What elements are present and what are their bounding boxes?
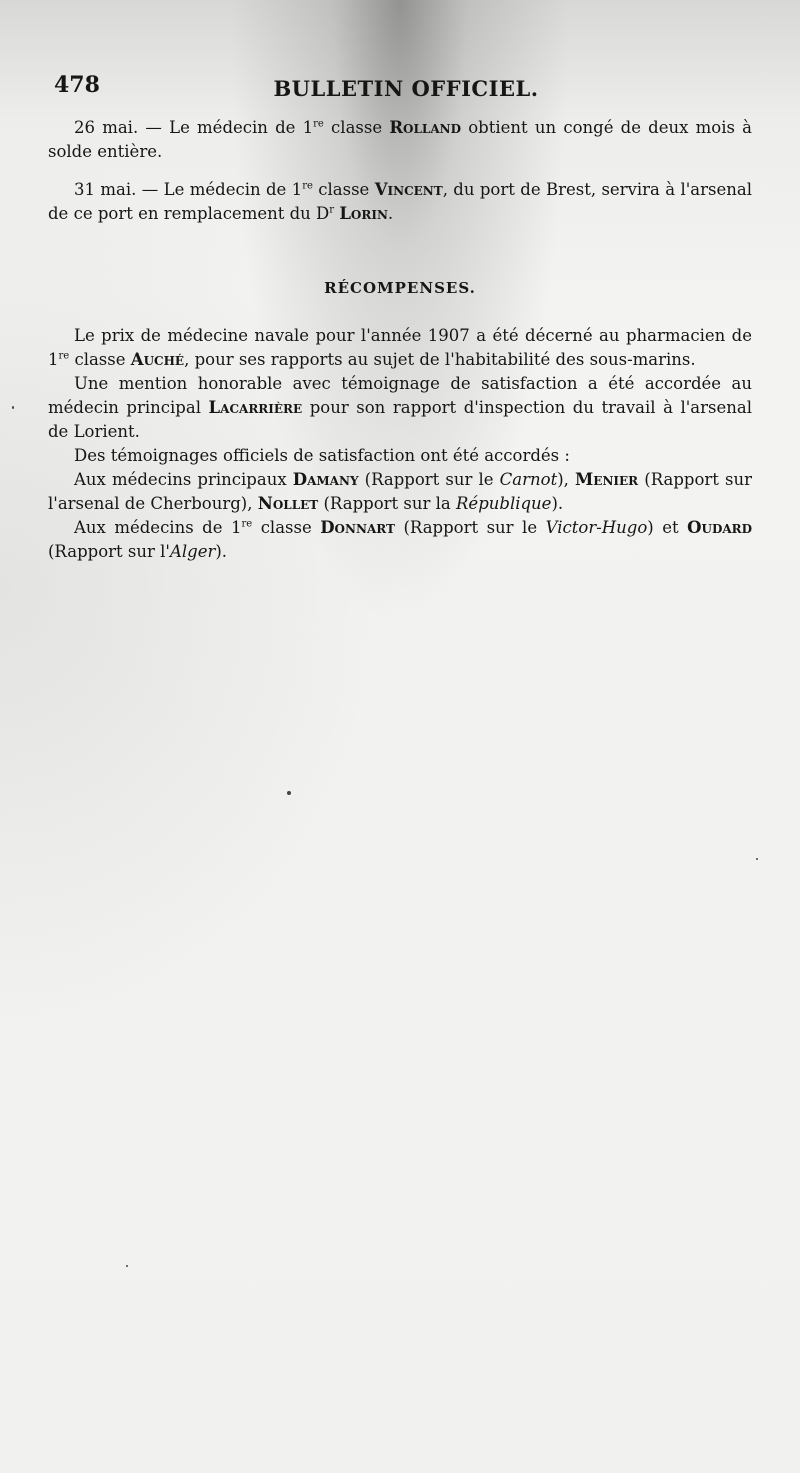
entry-text: obtient un congé de deux mois à solde entière.	[48, 118, 752, 161]
person-name: Nollet	[257, 494, 319, 513]
recompenses-paragraph-4	[48, 468, 752, 516]
ordinal-superscript: re	[241, 518, 253, 530]
ink-speck	[12, 406, 14, 409]
entry-date: 31 mai. —	[74, 180, 159, 199]
person-name: Vincent	[374, 180, 443, 199]
paragraph-text: (Rapport sur la	[323, 494, 451, 513]
recompenses-paragraph-3: Des témoignages officiels de satisfaction ont été accordés :	[74, 446, 570, 465]
entry-text: Le médecin de 1	[169, 118, 314, 137]
ink-speck	[287, 791, 291, 795]
page-body	[48, 116, 752, 564]
paragraph-text: Une mention honorable avec témoignage de satisfaction a été accordée au médecin principal	[48, 374, 752, 417]
ordinal-superscript: re	[58, 350, 70, 362]
paragraph-text: pour son rapport d'inspection du travail à l'arsenal de Lorient.	[48, 398, 753, 441]
page-number: 478	[54, 72, 100, 98]
recompenses-paragraph-1	[48, 324, 752, 372]
person-name: Lorin	[339, 204, 388, 223]
title-superscript: r	[329, 204, 335, 216]
paragraph-text: (Rapport sur l'arsenal de Cherbourg),	[48, 470, 753, 513]
paragraph-text: Aux médecins de 1	[74, 518, 242, 537]
paragraph-text: (Rapport sur le	[364, 470, 494, 489]
person-name: Rolland	[389, 118, 462, 137]
recompenses-paragraph-2	[48, 372, 752, 444]
ordinal-superscript: re	[313, 118, 324, 130]
section-title-recompenses: RÉCOMPENSES.	[324, 279, 476, 297]
paragraph-text: Aux médecins principaux	[74, 470, 287, 489]
paragraph-text: (Rapport sur l'	[48, 542, 170, 561]
entry-date: 26 mai. —	[74, 118, 162, 137]
paragraph-text: ).	[551, 494, 564, 513]
entry-text: classe	[331, 118, 383, 137]
ink-speck	[756, 858, 758, 860]
paragraph-text: Le prix de médecine navale pour l'année 1907 a été décerné au pharmacien de 1	[48, 326, 752, 369]
paragraph-text: ).	[215, 542, 228, 561]
ship-name: Alger	[169, 542, 216, 561]
paragraph-text: (Rapport sur le	[403, 518, 538, 537]
ink-speck	[126, 1265, 128, 1267]
paragraph-text: , pour ses rapports au sujet de l'habitabilité des sous-marins.	[184, 350, 696, 369]
entry-text: , du port de Brest, servira à l'arsenal de ce port en remplacement du D	[48, 180, 752, 223]
person-name: Donnart	[320, 518, 395, 537]
paragraph-text: ),	[557, 470, 569, 489]
running-title: BULLETIN OFFICIEL.	[273, 76, 539, 101]
page-header	[54, 72, 758, 106]
recompenses-paragraph-5	[48, 516, 752, 564]
paragraph-text: classe	[260, 518, 312, 537]
ship-name: République	[456, 494, 552, 513]
ship-name: Victor-Hugo	[545, 518, 648, 537]
person-name: Damany	[292, 470, 359, 489]
ordinal-superscript: re	[302, 180, 313, 192]
entry-text: classe	[318, 180, 370, 199]
person-name: Menier	[575, 470, 639, 489]
entry-31-mai	[48, 178, 752, 226]
person-name: Oudard	[687, 518, 753, 537]
paragraph-text: ) et	[647, 518, 679, 537]
entry-text: .	[387, 204, 394, 223]
paragraph-text: classe	[74, 350, 126, 369]
person-name: Auché	[130, 350, 185, 369]
entry-26-mai	[48, 116, 752, 164]
ship-name: Carnot	[499, 470, 558, 489]
entry-text: Le médecin de 1	[163, 180, 303, 199]
person-name: Lacarrière	[208, 398, 303, 417]
